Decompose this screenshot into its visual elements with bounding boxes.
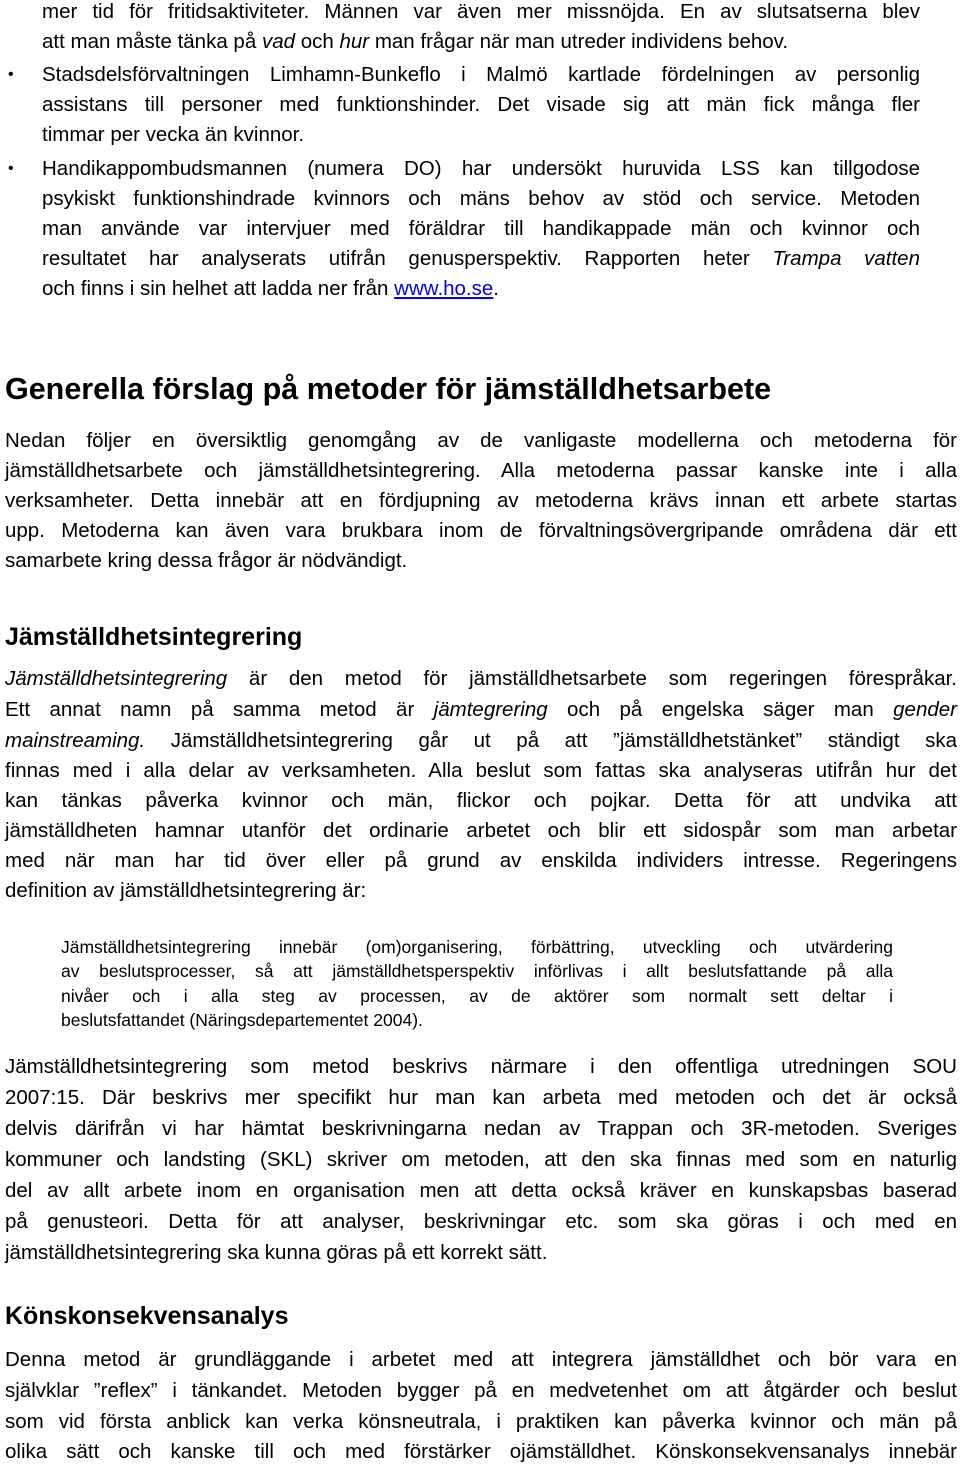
text-line: verksamheter. Detta innebär att en fördjupning av metoderna krävs innan ett arbete startas	[5, 489, 957, 512]
bullet-icon: •	[8, 66, 14, 83]
text-line: Jämställdhetsintegrering är den metod för jämställdhetsarbete som regeringen förespråkar.	[5, 667, 957, 690]
quote-line: nivåer och i alla steg av processen, av de aktörer som normalt sett deltar i	[61, 986, 893, 1006]
text-line: delvis därifrån vi har hämtat beskrivningarna nedan av Trappan och 3R-metoden. Sveriges	[5, 1117, 957, 1140]
quote-line: beslutsfattandet (Näringsdepartementet 2004).	[61, 1010, 423, 1030]
text-line: Ett annat namn på samma metod är jämtegrering och på engelska säger man gender	[5, 698, 957, 721]
bullet-icon: •	[8, 160, 14, 177]
text-line: och finns i sin helhet att ladda ner från www.ho.se.	[42, 277, 499, 300]
text-line: jämställdhetsarbete och jämställdhetsintegrering. Alla metoderna passar kanske inte i alla	[5, 459, 957, 482]
website-link[interactable]: www.ho.se	[394, 277, 494, 300]
text-line: samarbete kring dessa frågor är nödvändigt.	[5, 549, 408, 572]
section-heading: Generella förslag på metoder för jämställdhetsarbete	[5, 372, 772, 406]
text-line: definition av jämställdhetsintegrering är:	[5, 879, 367, 902]
quote-line: Jämställdhetsintegrering innebär (om)organisering, förbättring, utveckling och utvärdering	[61, 937, 893, 957]
text-line: med när man har tid över eller på grund av enskilda individers intresse. Regeringens	[5, 849, 957, 872]
text-line: Stadsdelsförvaltningen Limhamn-Bunkeflo i Malmö kartlade fördelningen av personlig	[42, 63, 920, 86]
text-line: jämställdhetsintegrering ska kunna göras på ett korrekt sätt.	[5, 1241, 548, 1264]
text-line: del av allt arbete inom en organisation men att detta också kräver en kunskapsbas baserad	[5, 1179, 957, 1202]
text-line: finnas med i alla delar av verksamheten. Alla beslut som fattas ska analyseras utifrån hur det	[5, 759, 957, 782]
text-line: mainstreaming. Jämställdhetsintegrering går ut på att ”jämställdhetstänket” ständigt ska	[5, 729, 957, 752]
text-line: man använde var intervjuer med föräldrar till handikappade män och kvinnor och	[42, 217, 920, 240]
text-line: kommuner och landsting (SKL) skriver om metoden, att den ska finnas med som en naturlig	[5, 1148, 957, 1171]
section-heading: Jämställdhetsintegrering	[5, 623, 303, 651]
text-line: som vid första anblick kan verka könsneutrala, i praktiken kan påverka kvinnor och män på	[5, 1410, 957, 1433]
text-line: 2007:15. Där beskrivs mer specifikt hur man kan arbeta med metoden och det är också	[5, 1086, 957, 1109]
text-line: olika sätt och kanske till och med förstärker ojämställdhet. Könskonsekvensanalys innebär	[5, 1440, 957, 1463]
section-heading: Könskonsekvensanalys	[5, 1302, 289, 1330]
text-line: Nedan följer en översiktlig genomgång av de vanligaste modellerna och metoderna för	[5, 429, 957, 452]
quote-line: av beslutsprocesser, så att jämställdhetsperspektiv införlivas i allt beslutsfattande på alla	[61, 961, 893, 981]
text-line: upp. Metoderna kan även vara brukbara inom de förvaltningsövergripande områdena där ett	[5, 519, 957, 542]
text-line: Handikappombudsmannen (numera DO) har undersökt huruvida LSS kan tillgodose	[42, 157, 920, 180]
text-line: timmar per vecka än kvinnor.	[42, 123, 305, 146]
text-line: kan tänkas påverka kvinnor och män, flickor och pojkar. Detta för att undvika att	[5, 789, 957, 812]
text-line: psykiskt funktionshindrade kvinnors och mäns behov av stöd och service. Metoden	[42, 187, 920, 210]
text-line: Jämställdhetsintegrering som metod beskrivs närmare i den offentliga utredningen SOU	[5, 1055, 957, 1078]
text-line: Denna metod är grundläggande i arbetet med att integrera jämställdhet och bör vara en	[5, 1348, 957, 1371]
text-line: självklar ”reflex” i tänkandet. Metoden bygger på en medvetenhet om att åtgärder och beslut	[5, 1379, 957, 1402]
text-line: mer tid för fritidsaktiviteter. Männen var även mer missnöjda. En av slutsatserna blev	[42, 0, 920, 23]
text-line: jämställdheten hamnar utanför det ordinarie arbetet och blir ett sidospår som man arbetar	[5, 819, 957, 842]
text-line: resultatet har analyserats utifrån genusperspektiv. Rapporten heter Trampa vatten	[42, 247, 920, 270]
text-line: assistans till personer med funktionshinder. Det visade sig att män fick många fler	[42, 93, 920, 116]
text-line: att man måste tänka på vad och hur man frågar när man utreder individens behov.	[42, 30, 789, 53]
text-line: på genusteori. Detta för att analyser, beskrivningar etc. som ska göras i och med en	[5, 1210, 957, 1233]
